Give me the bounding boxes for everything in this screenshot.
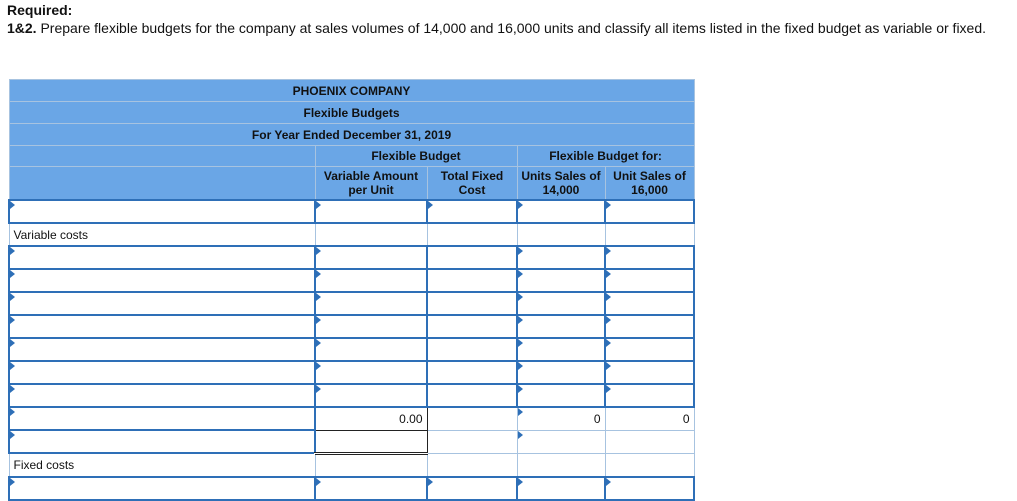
item-select[interactable] [9,477,315,500]
variable-costs-label: Variable costs [9,223,315,246]
table-subtitle: Flexible Budgets [9,102,694,124]
fixed-cost-input[interactable] [427,477,517,500]
total-per-unit: 0.00 [315,407,427,430]
item-select[interactable] [9,384,315,407]
required-title: Required: [7,2,73,18]
table-row [9,292,694,315]
table-row [9,246,694,269]
units-16000-input[interactable] [605,315,694,338]
table-row [9,361,694,384]
table-row [9,430,694,453]
col-units-16000: Unit Sales of 16,000 [605,167,694,201]
item-select[interactable] [9,269,315,292]
col-total-fixed-cost: Total Fixed Cost [427,167,517,201]
units-16000-input[interactable] [605,477,694,500]
units-16000-input[interactable] [605,361,694,384]
total-units-14000: 0 [517,407,605,430]
col-units-14000: Units Sales of 14,000 [517,167,605,201]
total-row [9,407,694,430]
units-14000-input[interactable] [517,246,605,269]
per-unit-input[interactable] [315,384,427,407]
item-select[interactable] [9,361,315,384]
units-16000-input[interactable] [605,292,694,315]
per-unit-input[interactable] [315,269,427,292]
table-row [9,315,694,338]
company-name: PHOENIX COMPANY [9,80,694,102]
fixed-cost-input[interactable] [427,246,517,269]
item-select[interactable] [9,200,315,223]
units-16000-input[interactable] [605,269,694,292]
fixed-costs-label: Fixed costs [9,453,315,477]
total-units-16000: 0 [605,407,694,430]
units-14000-input[interactable] [517,477,605,500]
table-row [9,453,694,477]
table-row [9,338,694,361]
fixed-cost-input[interactable] [427,315,517,338]
units-16000-input[interactable] [605,384,694,407]
item-select[interactable] [9,430,315,453]
group-flexible-budget: Flexible Budget [315,146,517,167]
flexible-budget-table [8,79,695,501]
item-select[interactable] [9,315,315,338]
per-unit-input[interactable] [315,200,427,223]
table-row [9,200,694,223]
table-row [9,223,694,246]
per-unit-input[interactable] [315,315,427,338]
item-select[interactable] [9,338,315,361]
table-row [9,269,694,292]
table-period: For Year Ended December 31, 2019 [9,124,694,146]
header-blank [9,146,315,167]
units-14000-input[interactable] [517,269,605,292]
instructions [7,1,997,37]
units-14000-input[interactable] [517,338,605,361]
item-select[interactable] [9,246,315,269]
per-unit-input[interactable] [315,246,427,269]
per-unit-input[interactable] [315,338,427,361]
per-unit-input[interactable] [315,361,427,384]
item-select[interactable] [9,292,315,315]
units-14000-input[interactable] [517,200,605,223]
units-14000-input[interactable] [517,315,605,338]
table-row [9,384,694,407]
units-16000-input[interactable] [605,338,694,361]
table-row [9,477,694,500]
fixed-cost-input[interactable] [427,292,517,315]
per-unit-input[interactable] [315,477,427,500]
units-16000-input[interactable] [605,246,694,269]
fixed-cost-input[interactable] [427,200,517,223]
required-label: 1&2. [7,20,37,36]
fixed-cost-input[interactable] [427,269,517,292]
total-label-select[interactable] [9,407,315,430]
double-underline-cell [315,430,427,453]
units-16000-input[interactable] [605,200,694,223]
required-body: Prepare flexible budgets for the company at sales volumes of 14,000 and 16,000 units and classify all items listed in the fixed budget as variable or fixed. [36,20,987,36]
group-flexible-budget-for: Flexible Budget for: [517,146,694,167]
required-text [7,19,997,37]
fixed-cost-input[interactable] [427,384,517,407]
col-variable-amount: Variable Amount per Unit [315,167,427,201]
units-14000-input[interactable] [517,292,605,315]
units-14000-input[interactable] [517,384,605,407]
fixed-cost-input[interactable] [427,361,517,384]
per-unit-input[interactable] [315,292,427,315]
fixed-cost-input[interactable] [427,338,517,361]
header-blank-2 [9,167,315,201]
units-14000-input[interactable] [517,361,605,384]
